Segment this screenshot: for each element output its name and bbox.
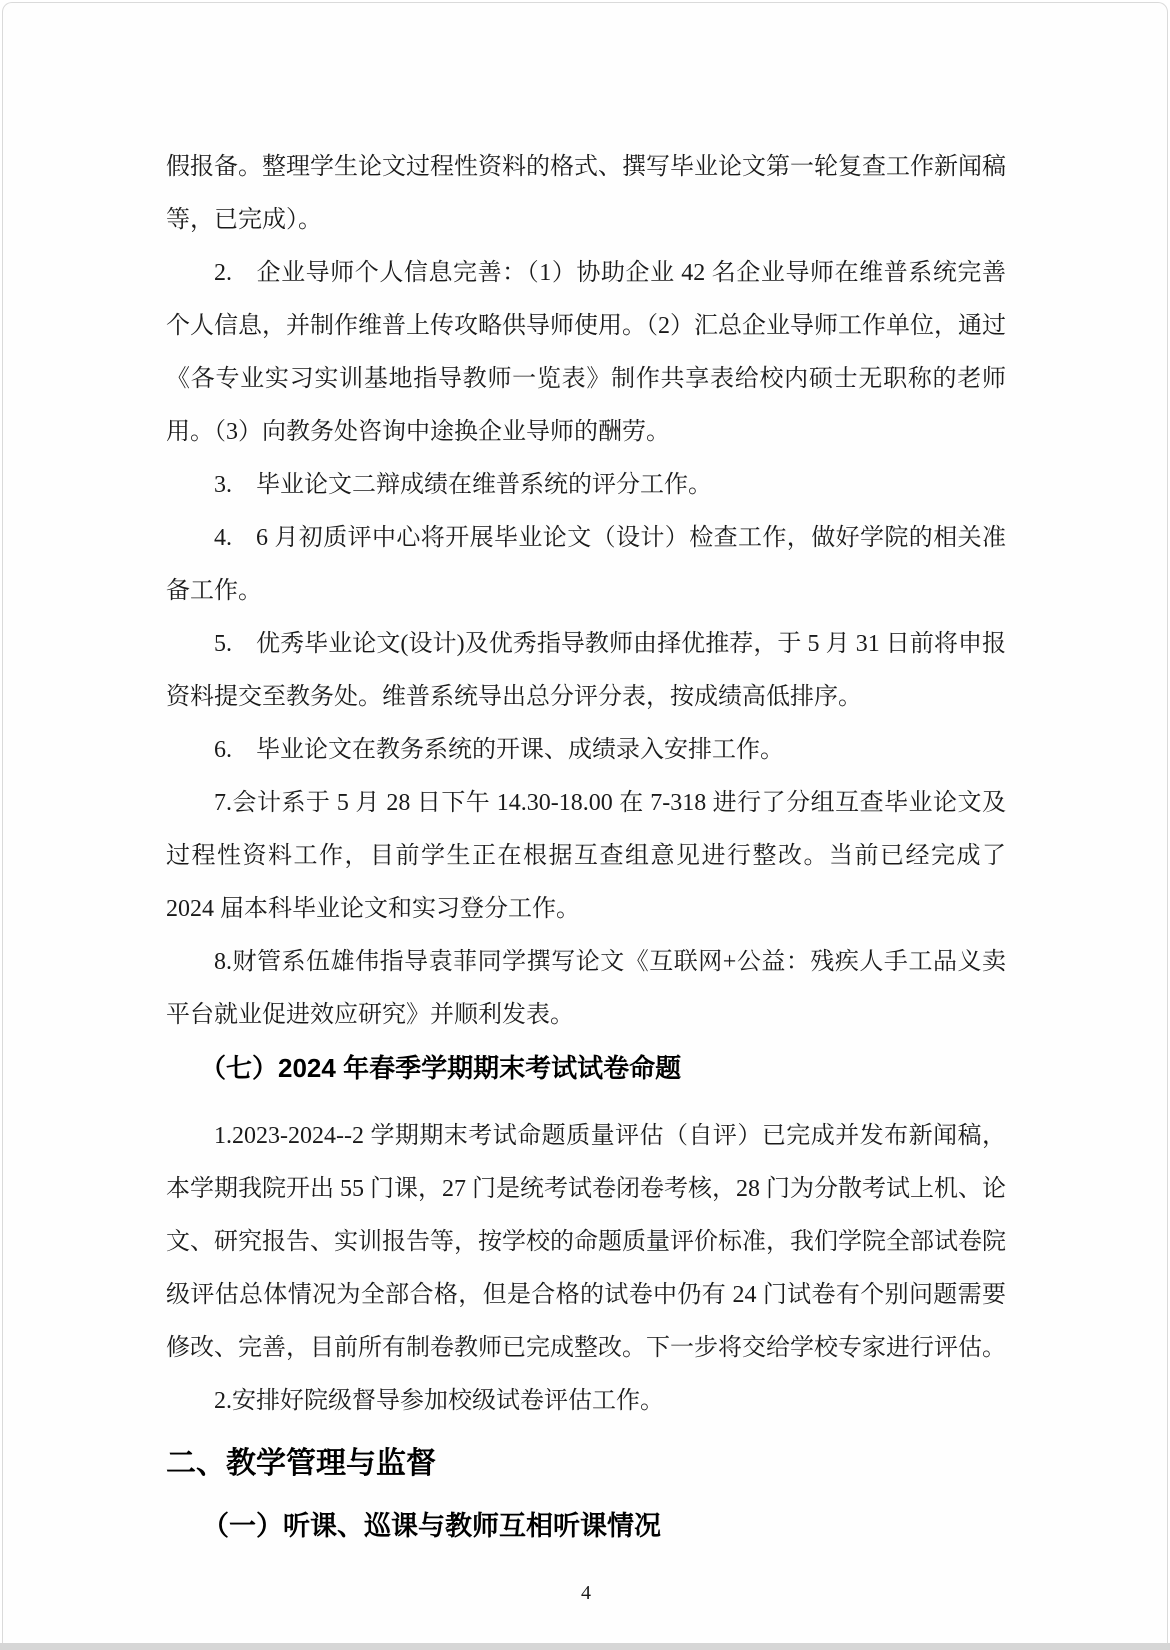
paragraph-item-4: 4. 6 月初质评中心将开展毕业论文（设计）检查工作，做好学院的相关准备工作。 (166, 525, 1006, 604)
paragraph-item-7: 7.会计系于 5 月 28 日下午 14.30-18.00 在 7-318 进行了分组互查毕业论文及过程性资料工作，目前学生正在根据互查组意见进行整改。当前已经完成了 2024 届本科毕业论文和实习登分工作。 (166, 790, 1006, 922)
page-gap-divider (0, 1643, 1170, 1650)
paragraph-item-3: 3. 毕业论文二辩成绩在维普系统的评分工作。 (214, 472, 712, 498)
paragraph-exam-2: 2.安排好院级督导参加校级试卷评估工作。 (214, 1388, 664, 1414)
paragraph-continuation: 假报备。整理学生论文过程性资料的格式、撰写毕业论文第一轮复查工作新闻稿等，已完成）。 (166, 154, 1006, 233)
page-number: 4 (581, 1582, 591, 1604)
paragraph-item-8: 8.财管系伍雄伟指导袁菲同学撰写论文《互联网+公益：残疾人手工品义卖平台就业促进效应研究》并顺利发表。 (166, 949, 1006, 1028)
paragraph-exam-1: 1.2023-2024--2 学期期末考试命题质量评估（自评）已完成并发布新闻稿，本学期我院开出 55 门课，27 门是统考试卷闭卷考核，28 门为分散考试上机、论文、研究报告、实训报告等，按学校的命题质量评价标准，我们学院全部试卷院级评估总体情况为全部合格，但是合格的试卷中仍有 24 门试卷有个别问题需要修改、完善，目前所有制卷教师已完成整改。下一步将交给学校专家进行评估。 (166, 1123, 1006, 1361)
subsection-heading-1-class-observation: （一）听课、巡课与教师互相听课情况 (202, 1511, 661, 1541)
paragraph-item-6: 6. 毕业论文在教务系统的开课、成绩录入安排工作。 (214, 737, 784, 763)
section-heading-7-exam-papers: （七）2024 年春季学期期末考试试卷命题 (200, 1053, 682, 1083)
paragraph-item-2: 2. 企业导师个人信息完善：（1）协助企业 42 名企业导师在维普系统完善个人信息，并制作维普上传攻略供导师使用。（2）汇总企业导师工作单位，通过《各专业实习实训基地指导教师一览表》制作共享表给校内硕士无职称的老师用。（3）向教务处咨询中途换企业导师的酬劳。 (166, 260, 1006, 445)
chapter-heading-2-teaching-management: 二、教学管理与监督 (166, 1447, 436, 1480)
paragraph-item-5: 5. 优秀毕业论文(设计)及优秀指导教师由择优推荐，于 5 月 31 日前将申报资料提交至教务处。维普系统导出总分评分表，按成绩高低排序。 (166, 631, 1006, 710)
